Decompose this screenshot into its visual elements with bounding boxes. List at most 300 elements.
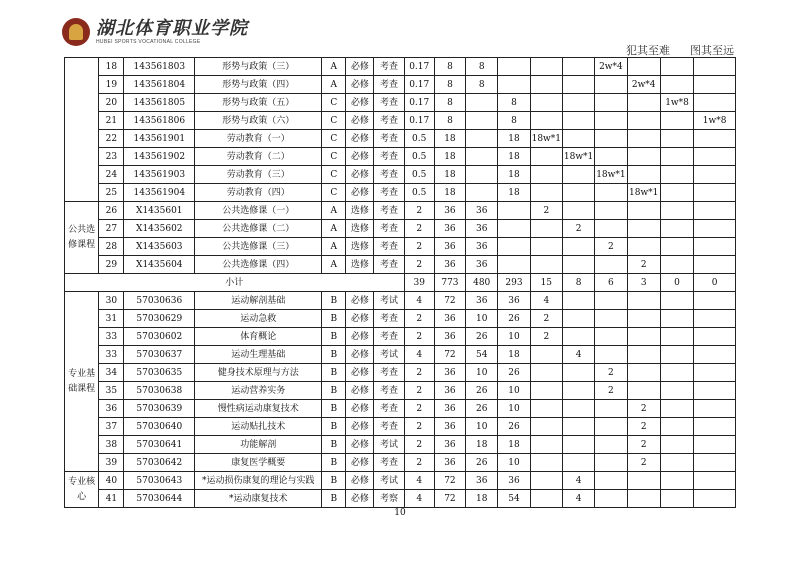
table-cell: 0.5 bbox=[404, 130, 434, 148]
table-row bbox=[65, 76, 736, 94]
table-cell: 35 bbox=[99, 382, 124, 400]
table-cell bbox=[530, 490, 562, 508]
table-cell: 18 bbox=[498, 436, 530, 454]
table-cell bbox=[595, 130, 627, 148]
table-cell bbox=[627, 202, 660, 220]
table-cell: 2 bbox=[530, 202, 562, 220]
table-cell: 36 bbox=[498, 472, 530, 490]
table-cell bbox=[627, 148, 660, 166]
table-cell: 54 bbox=[466, 346, 498, 364]
table-cell: 18 bbox=[466, 490, 498, 508]
table-cell bbox=[595, 490, 627, 508]
table-cell: 选修 bbox=[346, 256, 374, 274]
table-cell: 31 bbox=[99, 310, 124, 328]
table-cell bbox=[660, 400, 693, 418]
table-cell: 1w*8 bbox=[694, 112, 736, 130]
college-logo bbox=[62, 18, 248, 46]
category-cell: 公共选修课程 bbox=[65, 202, 99, 274]
table-cell: *运动康复技术 bbox=[195, 490, 322, 508]
table-cell: 劳动教育（四） bbox=[195, 184, 322, 202]
table-cell: 劳动教育（三） bbox=[195, 166, 322, 184]
table-row bbox=[65, 400, 736, 418]
table-cell bbox=[660, 166, 693, 184]
table-cell: 2 bbox=[627, 400, 660, 418]
table-cell bbox=[562, 112, 594, 130]
table-cell: 2 bbox=[595, 238, 627, 256]
table-cell: B bbox=[322, 436, 346, 454]
table-cell bbox=[660, 472, 693, 490]
table-cell: 考察 bbox=[374, 490, 404, 508]
table-cell bbox=[498, 220, 530, 238]
table-cell: 2 bbox=[404, 256, 434, 274]
table-cell: 运动贴扎技术 bbox=[195, 418, 322, 436]
table-cell: C bbox=[322, 148, 346, 166]
table-cell: 4 bbox=[404, 490, 434, 508]
table-cell bbox=[562, 256, 594, 274]
table-cell: 考查 bbox=[374, 166, 404, 184]
table-cell: B bbox=[322, 346, 346, 364]
motto-left: 犯其至难 bbox=[626, 44, 670, 57]
table-cell: A bbox=[322, 256, 346, 274]
page-number: 10 bbox=[394, 508, 406, 518]
category-cell: 专业基础课程 bbox=[65, 292, 99, 472]
table-cell bbox=[562, 310, 594, 328]
table-cell: 考查 bbox=[374, 130, 404, 148]
subtotal-value: 773 bbox=[434, 274, 465, 292]
table-cell: 57030641 bbox=[124, 436, 195, 454]
table-cell: 27 bbox=[99, 220, 124, 238]
table-cell bbox=[595, 400, 627, 418]
curriculum-table bbox=[64, 57, 736, 508]
table-cell: 考查 bbox=[374, 202, 404, 220]
table-cell: 26 bbox=[466, 454, 498, 472]
table-cell: 必修 bbox=[346, 166, 374, 184]
table-cell: 72 bbox=[434, 292, 465, 310]
table-cell bbox=[562, 436, 594, 454]
table-cell: 18 bbox=[466, 436, 498, 454]
table-cell: 2 bbox=[404, 400, 434, 418]
table-cell: 28 bbox=[99, 238, 124, 256]
table-cell: 29 bbox=[99, 256, 124, 274]
table-cell bbox=[562, 76, 594, 94]
table-cell bbox=[627, 382, 660, 400]
table-cell bbox=[660, 256, 693, 274]
table-cell: 57030638 bbox=[124, 382, 195, 400]
table-cell: 体育概论 bbox=[195, 328, 322, 346]
table-cell: X1435602 bbox=[124, 220, 195, 238]
subtotal-value: 0 bbox=[660, 274, 693, 292]
table-cell: 18 bbox=[99, 58, 124, 76]
table-cell: 劳动教育（二） bbox=[195, 148, 322, 166]
table-cell: C bbox=[322, 94, 346, 112]
table-cell bbox=[530, 76, 562, 94]
table-cell: 劳动教育（一） bbox=[195, 130, 322, 148]
table-cell bbox=[660, 202, 693, 220]
table-cell bbox=[562, 184, 594, 202]
table-cell: 必修 bbox=[346, 328, 374, 346]
table-cell: 4 bbox=[562, 490, 594, 508]
table-cell bbox=[595, 220, 627, 238]
table-cell: 0.5 bbox=[404, 148, 434, 166]
table-cell: 36 bbox=[434, 364, 465, 382]
table-cell: 形势与政策（三） bbox=[195, 58, 322, 76]
table-cell bbox=[595, 292, 627, 310]
table-cell: 36 bbox=[434, 454, 465, 472]
table-cell bbox=[530, 364, 562, 382]
table-cell: 必修 bbox=[346, 382, 374, 400]
table-row bbox=[65, 418, 736, 436]
table-cell bbox=[595, 418, 627, 436]
table-cell: 形势与政策（五） bbox=[195, 94, 322, 112]
table-cell: C bbox=[322, 130, 346, 148]
table-cell: 10 bbox=[498, 382, 530, 400]
table-cell: 39 bbox=[99, 454, 124, 472]
table-cell: X1435603 bbox=[124, 238, 195, 256]
table-cell bbox=[530, 472, 562, 490]
table-cell: 2 bbox=[404, 382, 434, 400]
table-row bbox=[65, 382, 736, 400]
table-cell: 公共选修课（三） bbox=[195, 238, 322, 256]
page-header bbox=[0, 0, 800, 62]
table-cell: 38 bbox=[99, 436, 124, 454]
table-cell: 2 bbox=[530, 310, 562, 328]
table-cell: 36 bbox=[434, 400, 465, 418]
table-cell: 2 bbox=[562, 220, 594, 238]
table-cell: 必修 bbox=[346, 112, 374, 130]
table-cell: 必修 bbox=[346, 58, 374, 76]
table-cell: 0.17 bbox=[404, 58, 434, 76]
table-cell: 36 bbox=[498, 292, 530, 310]
table-cell: X1435604 bbox=[124, 256, 195, 274]
table-cell: 必修 bbox=[346, 310, 374, 328]
table-cell bbox=[530, 454, 562, 472]
table-cell: 57030644 bbox=[124, 490, 195, 508]
table-cell: 必修 bbox=[346, 436, 374, 454]
table-cell: 考查 bbox=[374, 238, 404, 256]
table-cell: 0.5 bbox=[404, 166, 434, 184]
table-row bbox=[65, 490, 736, 508]
table-cell: 考查 bbox=[374, 58, 404, 76]
table-row bbox=[65, 202, 736, 220]
table-cell: 必修 bbox=[346, 346, 374, 364]
table-cell: 考试 bbox=[374, 472, 404, 490]
table-cell: 36 bbox=[99, 400, 124, 418]
table-cell bbox=[694, 454, 736, 472]
table-cell: 57030602 bbox=[124, 328, 195, 346]
table-cell: 57030643 bbox=[124, 472, 195, 490]
table-cell: 形势与政策（六） bbox=[195, 112, 322, 130]
table-cell: 143561903 bbox=[124, 166, 195, 184]
table-cell bbox=[694, 184, 736, 202]
table-cell: 57030637 bbox=[124, 346, 195, 364]
table-row bbox=[65, 184, 736, 202]
table-cell bbox=[627, 364, 660, 382]
table-cell bbox=[660, 418, 693, 436]
table-row bbox=[65, 58, 736, 76]
table-cell: 2 bbox=[530, 328, 562, 346]
table-cell: 18w*1 bbox=[627, 184, 660, 202]
table-cell: 2 bbox=[404, 220, 434, 238]
table-cell bbox=[530, 382, 562, 400]
table-cell: 考查 bbox=[374, 418, 404, 436]
table-cell: 18 bbox=[498, 166, 530, 184]
table-row bbox=[65, 238, 736, 256]
table-cell: 公共选修课（四） bbox=[195, 256, 322, 274]
table-cell: 143561803 bbox=[124, 58, 195, 76]
table-row bbox=[65, 292, 736, 310]
table-cell bbox=[530, 418, 562, 436]
table-cell bbox=[627, 220, 660, 238]
table-cell: 25 bbox=[99, 184, 124, 202]
table-cell: 4 bbox=[562, 472, 594, 490]
table-cell bbox=[562, 94, 594, 112]
table-cell: 41 bbox=[99, 490, 124, 508]
table-cell: 考试 bbox=[374, 346, 404, 364]
table-cell: B bbox=[322, 310, 346, 328]
table-cell: B bbox=[322, 472, 346, 490]
subtotal-value: 8 bbox=[562, 274, 594, 292]
table-cell bbox=[562, 400, 594, 418]
table-cell: 36 bbox=[466, 202, 498, 220]
table-cell: 36 bbox=[434, 328, 465, 346]
table-cell: 考查 bbox=[374, 454, 404, 472]
table-cell bbox=[595, 310, 627, 328]
table-cell: 考查 bbox=[374, 328, 404, 346]
table-cell: 考查 bbox=[374, 112, 404, 130]
table-cell: 143561804 bbox=[124, 76, 195, 94]
table-cell bbox=[562, 328, 594, 346]
table-cell: 33 bbox=[99, 328, 124, 346]
table-cell bbox=[627, 328, 660, 346]
table-cell: 运动解剖基础 bbox=[195, 292, 322, 310]
table-cell: 143561904 bbox=[124, 184, 195, 202]
table-cell: 26 bbox=[466, 400, 498, 418]
table-cell bbox=[694, 130, 736, 148]
table-cell bbox=[694, 436, 736, 454]
table-cell: A bbox=[322, 76, 346, 94]
table-cell: 8 bbox=[498, 112, 530, 130]
table-cell bbox=[466, 166, 498, 184]
table-row bbox=[65, 130, 736, 148]
table-cell: 36 bbox=[434, 382, 465, 400]
table-cell bbox=[660, 184, 693, 202]
table-cell bbox=[627, 472, 660, 490]
table-cell: 72 bbox=[434, 472, 465, 490]
table-cell: A bbox=[322, 238, 346, 256]
table-cell bbox=[595, 436, 627, 454]
table-cell bbox=[627, 58, 660, 76]
table-cell bbox=[562, 364, 594, 382]
table-cell bbox=[466, 94, 498, 112]
table-cell: 必修 bbox=[346, 94, 374, 112]
table-cell: 必修 bbox=[346, 76, 374, 94]
table-cell: 36 bbox=[434, 310, 465, 328]
table-cell: 考查 bbox=[374, 220, 404, 238]
table-cell bbox=[595, 256, 627, 274]
table-cell: 30 bbox=[99, 292, 124, 310]
table-cell: 必修 bbox=[346, 130, 374, 148]
table-cell: B bbox=[322, 418, 346, 436]
table-cell: 72 bbox=[434, 346, 465, 364]
table-cell: 36 bbox=[466, 292, 498, 310]
table-cell bbox=[595, 202, 627, 220]
table-cell bbox=[595, 112, 627, 130]
table-cell: 10 bbox=[498, 454, 530, 472]
motto-right: 图其至远 bbox=[690, 44, 734, 57]
table-row bbox=[65, 166, 736, 184]
table-cell bbox=[694, 94, 736, 112]
table-cell: 功能解剖 bbox=[195, 436, 322, 454]
table-cell bbox=[694, 328, 736, 346]
table-cell bbox=[498, 256, 530, 274]
subtotal-label: 小计 bbox=[65, 274, 405, 292]
table-cell: 8 bbox=[498, 94, 530, 112]
table-cell bbox=[660, 310, 693, 328]
table-cell: 慢性病运动康复技术 bbox=[195, 400, 322, 418]
table-cell: 选修 bbox=[346, 202, 374, 220]
table-cell: 22 bbox=[99, 130, 124, 148]
table-row bbox=[65, 454, 736, 472]
table-cell: 10 bbox=[466, 418, 498, 436]
table-cell: 1w*8 bbox=[660, 94, 693, 112]
table-cell bbox=[530, 184, 562, 202]
table-row bbox=[65, 94, 736, 112]
table-cell: 8 bbox=[466, 76, 498, 94]
table-cell bbox=[694, 490, 736, 508]
table-cell: 2w*4 bbox=[595, 58, 627, 76]
table-cell bbox=[694, 346, 736, 364]
table-cell bbox=[660, 130, 693, 148]
table-cell bbox=[562, 292, 594, 310]
table-cell: 57030639 bbox=[124, 400, 195, 418]
table-cell bbox=[627, 130, 660, 148]
table-cell bbox=[530, 94, 562, 112]
table-cell bbox=[595, 472, 627, 490]
table-cell: 健身技术原理与方法 bbox=[195, 364, 322, 382]
table-row bbox=[65, 436, 736, 454]
table-cell: 运动营养实务 bbox=[195, 382, 322, 400]
table-cell bbox=[530, 220, 562, 238]
table-cell: 36 bbox=[466, 472, 498, 490]
table-cell bbox=[694, 310, 736, 328]
table-cell: 19 bbox=[99, 76, 124, 94]
table-cell: 2 bbox=[627, 454, 660, 472]
table-cell: A bbox=[322, 58, 346, 76]
subtotal-value: 0 bbox=[694, 274, 736, 292]
table-cell: 8 bbox=[466, 58, 498, 76]
table-cell bbox=[562, 382, 594, 400]
table-cell: 18 bbox=[498, 130, 530, 148]
table-cell: 143561901 bbox=[124, 130, 195, 148]
table-cell: 36 bbox=[466, 220, 498, 238]
table-cell: 2 bbox=[404, 454, 434, 472]
subtotal-value: 15 bbox=[530, 274, 562, 292]
table-cell: 4 bbox=[404, 292, 434, 310]
table-cell: 26 bbox=[498, 310, 530, 328]
table-cell bbox=[660, 238, 693, 256]
table-cell: 0.17 bbox=[404, 94, 434, 112]
table-cell: 57030635 bbox=[124, 364, 195, 382]
table-cell: 4 bbox=[404, 346, 434, 364]
table-cell: 18w*1 bbox=[595, 166, 627, 184]
table-cell: 2 bbox=[404, 436, 434, 454]
table-cell: 10 bbox=[498, 328, 530, 346]
table-cell bbox=[627, 490, 660, 508]
table-cell: 18 bbox=[434, 184, 465, 202]
table-cell: 18w*1 bbox=[562, 148, 594, 166]
table-row bbox=[65, 346, 736, 364]
table-cell bbox=[498, 202, 530, 220]
table-cell bbox=[660, 112, 693, 130]
table-cell: 8 bbox=[434, 112, 465, 130]
table-cell: 考查 bbox=[374, 364, 404, 382]
table-cell bbox=[694, 292, 736, 310]
table-cell: B bbox=[322, 400, 346, 418]
table-cell bbox=[660, 292, 693, 310]
table-cell: 143561902 bbox=[124, 148, 195, 166]
table-cell: 36 bbox=[434, 418, 465, 436]
table-cell bbox=[694, 418, 736, 436]
table-cell: 必修 bbox=[346, 148, 374, 166]
subtotal-value: 293 bbox=[498, 274, 530, 292]
table-cell: 36 bbox=[466, 238, 498, 256]
table-cell: 36 bbox=[434, 202, 465, 220]
table-cell: 必修 bbox=[346, 400, 374, 418]
table-cell: 2 bbox=[404, 364, 434, 382]
table-cell bbox=[595, 94, 627, 112]
table-cell bbox=[595, 184, 627, 202]
table-cell bbox=[660, 346, 693, 364]
table-cell: 2 bbox=[595, 382, 627, 400]
table-cell: 2 bbox=[627, 418, 660, 436]
table-cell bbox=[530, 256, 562, 274]
table-cell: 36 bbox=[434, 256, 465, 274]
table-row bbox=[65, 256, 736, 274]
table-cell bbox=[660, 436, 693, 454]
table-cell: 18 bbox=[498, 148, 530, 166]
table-cell bbox=[627, 346, 660, 364]
table-cell: 4 bbox=[530, 292, 562, 310]
table-cell: 选修 bbox=[346, 220, 374, 238]
subtotal-value: 6 bbox=[595, 274, 627, 292]
table-cell: 2 bbox=[404, 310, 434, 328]
table-cell: X1435601 bbox=[124, 202, 195, 220]
table-cell: 必修 bbox=[346, 418, 374, 436]
table-cell: 必修 bbox=[346, 472, 374, 490]
table-cell bbox=[562, 202, 594, 220]
table-cell: 4 bbox=[562, 346, 594, 364]
table-cell bbox=[595, 76, 627, 94]
table-cell: 2w*4 bbox=[627, 76, 660, 94]
table-cell: 公共选修课（二） bbox=[195, 220, 322, 238]
table-cell: 运动急救 bbox=[195, 310, 322, 328]
table-cell: 10 bbox=[498, 400, 530, 418]
table-cell: 143561806 bbox=[124, 112, 195, 130]
table-cell: 考查 bbox=[374, 400, 404, 418]
table-cell: 18 bbox=[498, 346, 530, 364]
table-cell: 26 bbox=[498, 418, 530, 436]
table-cell: 72 bbox=[434, 490, 465, 508]
table-cell bbox=[660, 58, 693, 76]
table-cell: *运动损伤康复的理论与实践 bbox=[195, 472, 322, 490]
table-cell: 18 bbox=[434, 130, 465, 148]
table-cell: C bbox=[322, 166, 346, 184]
subtotal-value: 480 bbox=[466, 274, 498, 292]
table-cell bbox=[694, 58, 736, 76]
table-cell bbox=[530, 436, 562, 454]
table-cell bbox=[530, 148, 562, 166]
table-cell: C bbox=[322, 184, 346, 202]
